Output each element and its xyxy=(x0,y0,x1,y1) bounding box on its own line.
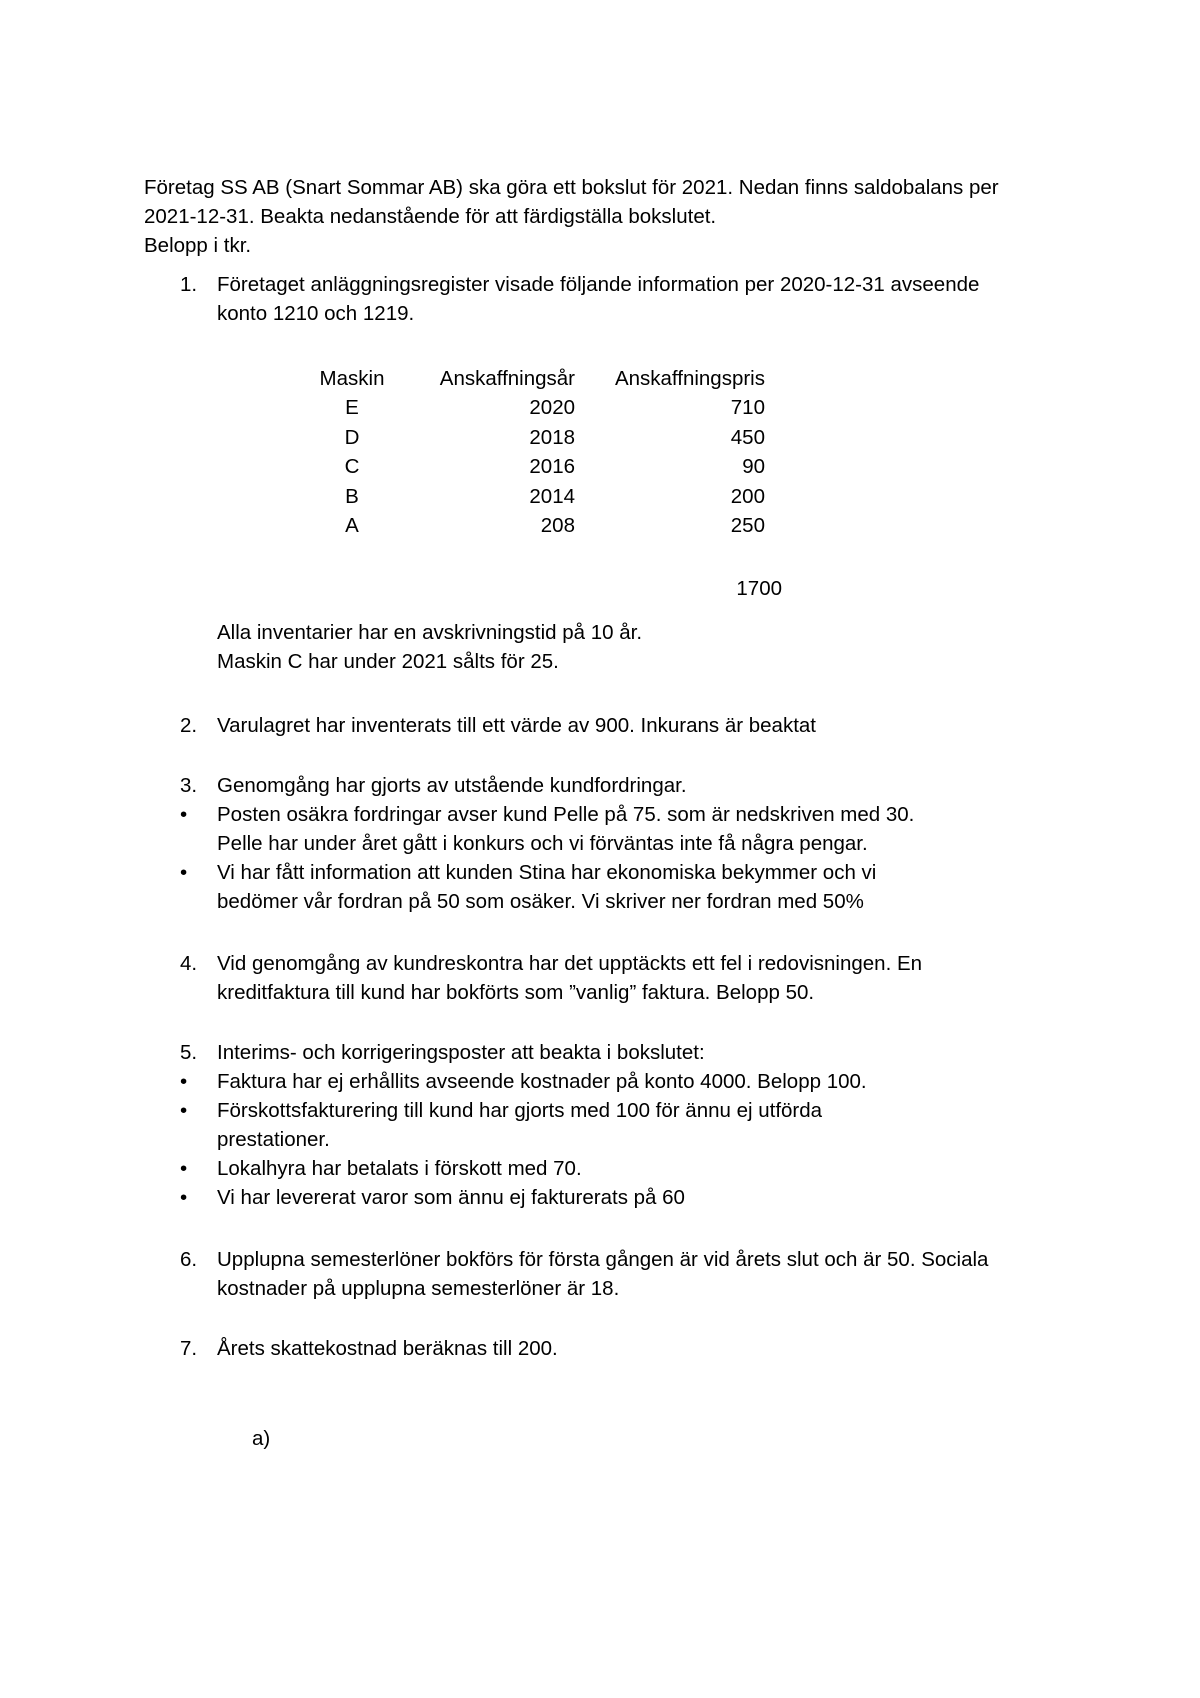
item-number: 6. xyxy=(180,1248,198,1271)
list-item-6 xyxy=(144,1245,1084,1303)
table-row xyxy=(310,394,765,424)
list-item-7 xyxy=(144,1334,1084,1363)
table-row xyxy=(310,482,765,512)
bullet-line: Vi har fått information att kunden Stina har ekonomiska bekymmer och vi xyxy=(217,861,877,884)
cell-price: 250 xyxy=(730,514,765,538)
bullet-item xyxy=(144,858,1084,916)
bullet-icon: • xyxy=(180,1070,188,1093)
item-line: Vid genomgång av kundreskontra har det upptäckts ett fel i redovisningen. En xyxy=(217,952,923,975)
note-line-2: Maskin C har under 2021 sålts för 25. xyxy=(217,650,559,673)
table-row xyxy=(310,453,765,483)
list-item-3 xyxy=(144,771,1084,916)
bullet-line: prestationer. xyxy=(217,1128,330,1151)
cell-price: 450 xyxy=(730,425,765,449)
cell-maskin: D xyxy=(344,425,360,449)
table-header-row xyxy=(310,364,765,394)
cell-maskin: B xyxy=(345,484,359,508)
note-line-1: Alla inventarier har en avskrivningstid på 10 år. xyxy=(217,621,643,644)
cell-maskin: A xyxy=(345,514,359,538)
cell-price: 90 xyxy=(742,455,765,479)
bullet-item xyxy=(144,1096,1084,1154)
bullet-icon: • xyxy=(180,861,188,884)
item-line: Varulagret har inventerats till ett värde av 900. Inkurans är beaktat xyxy=(217,714,817,737)
item-line: Genomgång har gjorts av utstående kundfordringar. xyxy=(217,774,687,797)
bullet-item xyxy=(144,1183,1084,1212)
list-item-2 xyxy=(144,711,1084,740)
intro-line-3: Belopp i tkr. xyxy=(144,234,252,257)
bullet-item xyxy=(144,1067,1084,1096)
asset-notes xyxy=(217,618,642,676)
item-line: Årets skattekostnad beräknas till 200. xyxy=(217,1337,558,1360)
cell-year: 2020 xyxy=(529,396,575,420)
item-number: 3. xyxy=(180,774,198,797)
item-number: 7. xyxy=(180,1337,198,1360)
bullet-line: Vi har levererat varor som ännu ej fakturerats på 60 xyxy=(217,1186,685,1209)
cell-year: 2014 xyxy=(529,484,575,508)
item-number: 2. xyxy=(180,714,198,737)
bullet-list xyxy=(144,1067,1084,1212)
bullet-line: bedömer vår fordran på 50 som osäker. Vi skriver ner fordran med 50% xyxy=(217,890,864,913)
bullet-icon: • xyxy=(180,1186,188,1209)
cell-maskin: E xyxy=(345,396,359,420)
bullet-item xyxy=(144,800,1084,858)
header-anskaffningsar: Anskaffningsår xyxy=(439,366,575,390)
item-line: Interims- och korrigeringsposter att beakta i bokslutet: xyxy=(217,1041,705,1064)
item-line: kostnader på upplupna semesterlöner är 18. xyxy=(217,1277,620,1300)
item-line: konto 1210 och 1219. xyxy=(217,302,415,325)
bullet-icon: • xyxy=(180,1157,188,1180)
cell-price: 200 xyxy=(730,484,765,508)
asset-register-table xyxy=(310,364,765,541)
item-number: 1. xyxy=(180,273,198,296)
item-line: Företaget anläggningsregister visade följande information per 2020-12-31 avseende xyxy=(217,273,980,296)
cell-price: 710 xyxy=(730,396,765,420)
cell-year: 2016 xyxy=(529,455,575,479)
item-line: kreditfaktura till kund har bokförts som ”vanlig” faktura. Belopp 50. xyxy=(217,981,815,1004)
bullet-line: Förskottsfakturering till kund har gjorts med 100 för ännu ej utförda xyxy=(217,1099,823,1122)
asset-total: 1700 xyxy=(736,577,782,600)
bullet-line: Posten osäkra fordringar avser kund Pelle på 75. som är nedskriven med 30. xyxy=(217,803,915,826)
bullet-icon: • xyxy=(180,803,188,826)
header-anskaffningspris: Anskaffningspris xyxy=(614,366,765,390)
table-row xyxy=(310,423,765,453)
bullet-line: Lokalhyra har betalats i förskott med 70. xyxy=(217,1157,582,1180)
intro-paragraph xyxy=(144,173,1084,260)
item-line: Upplupna semesterlöner bokförs för första gången är vid årets slut och är 50. Sociala xyxy=(217,1248,989,1271)
answer-label: a) xyxy=(252,1427,271,1450)
item-number: 4. xyxy=(180,952,198,975)
list-item-1 xyxy=(144,270,1084,328)
table-row xyxy=(310,512,765,542)
bullet-list xyxy=(144,800,1084,916)
cell-year: 208 xyxy=(540,514,575,538)
intro-line-1: Företag SS AB (Snart Sommar AB) ska göra ett bokslut för 2021. Nedan finns saldobalans per xyxy=(144,176,999,199)
bullet-line: Pelle har under året gått i konkurs och vi förväntas inte få några pengar. xyxy=(217,832,868,855)
cell-maskin: C xyxy=(344,455,360,479)
header-maskin: Maskin xyxy=(319,366,385,390)
intro-line-2: 2021-12-31. Beakta nedanstående för att färdigställa bokslutet. xyxy=(144,205,717,228)
bullet-line: Faktura har ej erhållits avseende kostnader på konto 4000. Belopp 100. xyxy=(217,1070,867,1093)
cell-year: 2018 xyxy=(529,425,575,449)
bullet-item xyxy=(144,1154,1084,1183)
item-number: 5. xyxy=(180,1041,198,1064)
bullet-icon: • xyxy=(180,1099,188,1122)
list-item-5 xyxy=(144,1038,1084,1212)
list-item-4 xyxy=(144,949,1084,1007)
